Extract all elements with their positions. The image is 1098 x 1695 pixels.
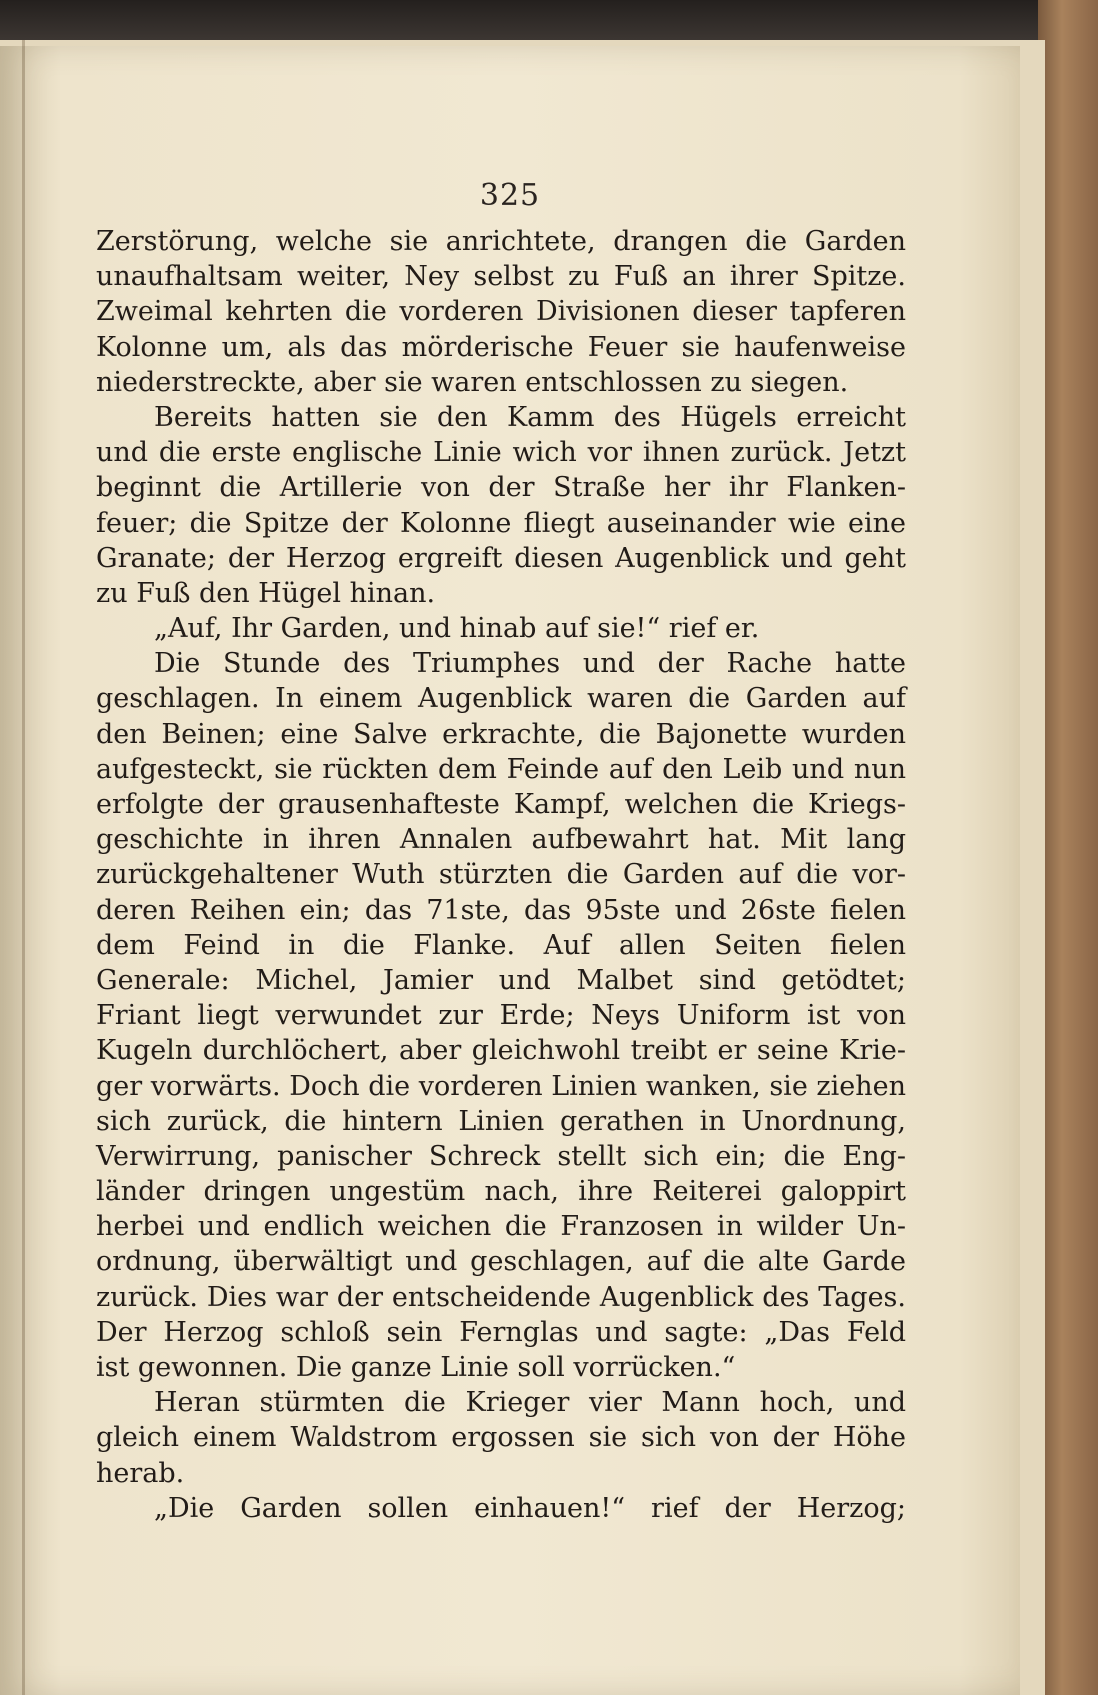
text-line: Zerstörung, welche sie anrichtete, drangen die Garden	[96, 226, 906, 257]
text-line: Generale: Michel, Jamier und Malbet sind getödtet;	[96, 964, 906, 996]
text-line: feuer; die Spitze der Kolonne fliegt auseinander wie eine	[96, 507, 906, 539]
text-line: geschichte in ihren Annalen aufbewahrt hat. Mit lang	[96, 824, 906, 856]
text-line: ordnung, überwältigt und geschlagen, auf die alte Garde	[96, 1246, 906, 1278]
text-line: Zweimal kehrten die vorderen Divisionen dieser tapferen	[96, 296, 906, 328]
text-line: zu Fuß den Hügel hinan.	[96, 577, 436, 609]
text-line: erfolgte der grausenhafteste Kampf, welchen die Kriegs-	[96, 789, 906, 820]
text-line: unaufhaltsam weiter, Ney selbst zu Fuß an ihrer Spitze.	[96, 261, 906, 293]
text-line: ist gewonnen. Die ganze Linie soll vorrücken.“	[96, 1352, 736, 1383]
text-line: herbei und endlich weichen die Franzosen in wilder Un-	[96, 1211, 906, 1243]
text-line: „Die Garden sollen einhauen!“ rief der Herzog;	[154, 1492, 906, 1524]
text-line: geschlagen. In einem Augenblick waren die Garden auf	[96, 683, 906, 715]
text-line: dem Feind in die Flanke. Auf allen Seiten fielen	[96, 929, 906, 961]
text-line: Bereits hatten sie den Kamm des Hügels erreicht	[154, 401, 906, 433]
page-body-text	[96, 224, 906, 1526]
text-line: herab.	[96, 1457, 185, 1489]
book-cover-top	[0, 0, 1098, 40]
text-line: aufgesteckt, sie rückten dem Feinde auf den Leib und nun	[96, 753, 906, 785]
book-page	[0, 46, 1020, 1695]
text-line: Granate; der Herzog ergreift diesen Augenblick und geht	[96, 542, 906, 574]
binding-gutter	[22, 40, 25, 1695]
text-line: Kugeln durchlöchert, aber gleichwohl treibt er seine Krie-	[96, 1035, 906, 1067]
text-line: zurückgehaltener Wuth stürzten die Garden auf die vor-	[96, 859, 906, 891]
text-line: Der Herzog schloß sein Fernglas und sagte: „Das Feld	[96, 1316, 906, 1348]
page-number: 325	[479, 178, 541, 213]
text-line: länder dringen ungestüm nach, ihre Reiterei galoppirt	[96, 1176, 906, 1208]
text-line: beginnt die Artillerie von der Straße her ihr Flanken-	[96, 472, 906, 504]
text-line: Kolonne um, als das mörderische Feuer sie haufenweise	[96, 331, 906, 363]
text-line: Die Stunde des Triumphes und der Rache hatte	[154, 648, 906, 680]
text-line: den Beinen; eine Salve erkrachte, die Bajonette wurden	[96, 718, 906, 750]
text-line: Verwirrung, panischer Schreck stellt sich ein; die Eng-	[96, 1140, 906, 1172]
text-line: ger vorwärts. Doch die vorderen Linien wanken, sie ziehen	[96, 1070, 906, 1102]
text-line: „Auf, Ihr Garden, und hinab auf sie!“ rief er.	[154, 613, 760, 645]
text-line: Friant liegt verwundet zur Erde; Neys Uniform ist von	[96, 1000, 906, 1032]
text-line: niederstreckte, aber sie waren entschlossen zu siegen.	[96, 366, 849, 398]
book-cover-edge	[1038, 0, 1098, 1695]
text-line: deren Reihen ein; das 71ste, das 95ste und 26ste fielen	[96, 894, 906, 926]
text-line: gleich einem Waldstrom ergossen sie sich von der Höhe	[96, 1422, 906, 1454]
text-line: Heran stürmten die Krieger vier Mann hoch, und	[154, 1387, 906, 1419]
text-line: und die erste englische Linie wich vor ihnen zurück. Jetzt	[96, 437, 906, 469]
text-line: sich zurück, die hintern Linien gerathen in Unordnung,	[96, 1105, 906, 1137]
text-line: zurück. Dies war der entscheidende Augenblick des Tages.	[96, 1281, 906, 1313]
